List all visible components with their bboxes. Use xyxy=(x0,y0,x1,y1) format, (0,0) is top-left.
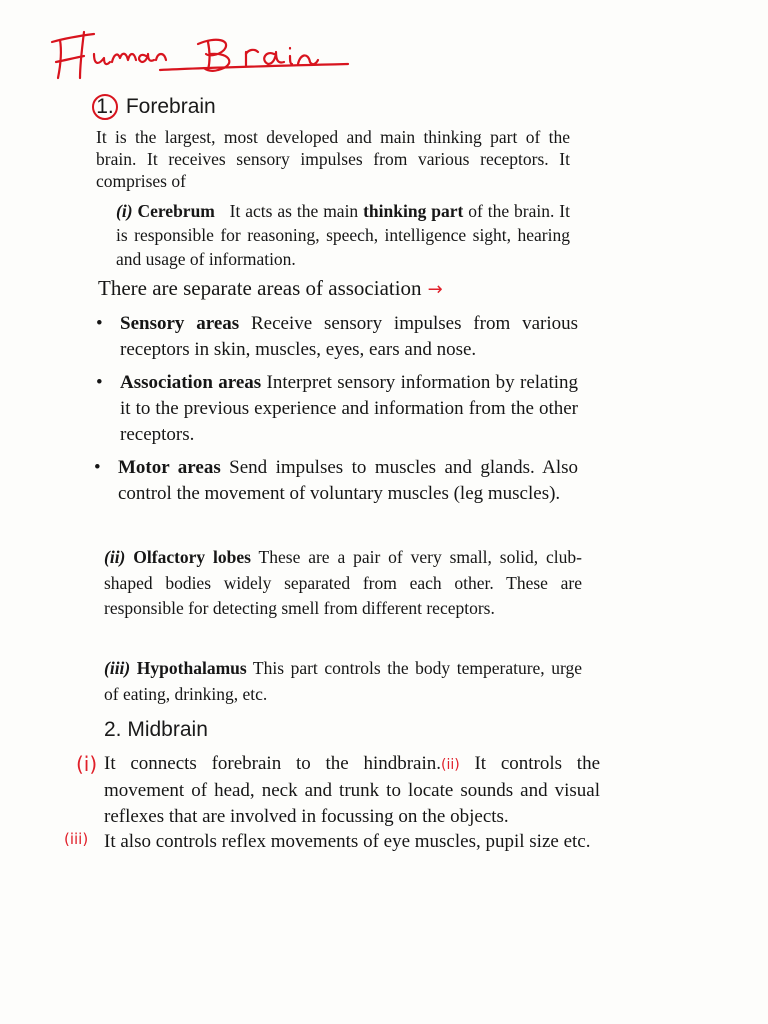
annotation-marker-iii: (iii) xyxy=(64,830,89,848)
association-areas-term: Association areas xyxy=(120,372,262,393)
forebrain-heading-text: Forebrain xyxy=(125,95,216,118)
forebrain-description: It is the largest, most developed and main thinking part of the brain. It receives sensory impulses from various receptors. It comprises of xyxy=(96,127,570,191)
midbrain-line-1: It connects forebrain to the hindbrain. xyxy=(104,753,442,774)
midbrain-line-3-block xyxy=(104,829,600,855)
association-areas-text: Interpret sensory information by relating it to the previous experience and information from the other receptors. xyxy=(120,372,579,445)
bullet-association-areas xyxy=(96,370,579,448)
olfactory-text: These are a pair of very small, solid, club-shaped bodies widely separated from each other. These are responsible for detecting smell from different receptors. xyxy=(104,547,582,618)
forebrain-number: 1. xyxy=(92,94,118,120)
cerebrum-term: Cerebrum xyxy=(137,201,215,221)
right-arrow-icon: → xyxy=(427,279,443,300)
hypothalamus-item xyxy=(104,656,582,707)
motor-areas-text: Send impulses to muscles and glands. Also control the movement of voluntary muscles (leg muscles). xyxy=(118,457,579,504)
midbrain-heading: 2. Midbrain xyxy=(104,718,208,741)
midbrain-line-2: It controls the movement of head, neck and trunk to locate sounds and visual reflexes that are involved in focussing on the objects. xyxy=(104,753,600,827)
hypothalamus-term: Hypothalamus xyxy=(136,658,247,678)
bullet-dot-icon: • xyxy=(96,313,103,334)
olfactory-term: Olfactory lobes xyxy=(133,547,251,567)
cerebrum-item xyxy=(116,199,570,271)
sensory-areas-text: Receive sensory impulses from various receptors in skin, muscles, eyes, ears and nose. xyxy=(120,313,579,360)
areas-intro xyxy=(98,276,443,301)
hypothalamus-marker: (iii) xyxy=(104,658,131,678)
midbrain-description xyxy=(104,751,600,830)
handwritten-title xyxy=(48,18,368,88)
cerebrum-text-after: of the brain. It is responsible for reasoning, speech, intelligence sight, hearing and usage of information. xyxy=(116,201,571,269)
cerebrum-bold-phrase: thinking part xyxy=(363,201,464,221)
annotation-marker-ii: (ii) xyxy=(441,757,460,773)
bullet-dot-icon: • xyxy=(96,372,103,393)
annotation-marker-i: (i) xyxy=(76,752,98,776)
bullet-motor-areas xyxy=(94,455,579,507)
bullet-dot-icon: • xyxy=(94,457,101,478)
sensory-areas-term: Sensory areas xyxy=(120,313,240,334)
bullet-sensory-areas xyxy=(96,311,579,363)
midbrain-line-3: It also controls reflex movements of eye muscles, pupil size etc. xyxy=(104,831,591,852)
olfactory-marker: (ii) xyxy=(104,547,126,567)
motor-areas-term: Motor areas xyxy=(118,457,221,478)
hypothalamus-text: This part controls the body temperature, urge of eating, drinking, etc. xyxy=(104,658,582,704)
handwritten-title-drawing xyxy=(48,18,368,88)
forebrain-heading xyxy=(92,94,216,120)
areas-intro-text: There are separate areas of association xyxy=(98,276,422,300)
cerebrum-marker: (i) xyxy=(116,201,133,221)
cerebrum-text-before: It acts as the main xyxy=(229,201,364,221)
olfactory-lobes-item xyxy=(104,545,582,622)
